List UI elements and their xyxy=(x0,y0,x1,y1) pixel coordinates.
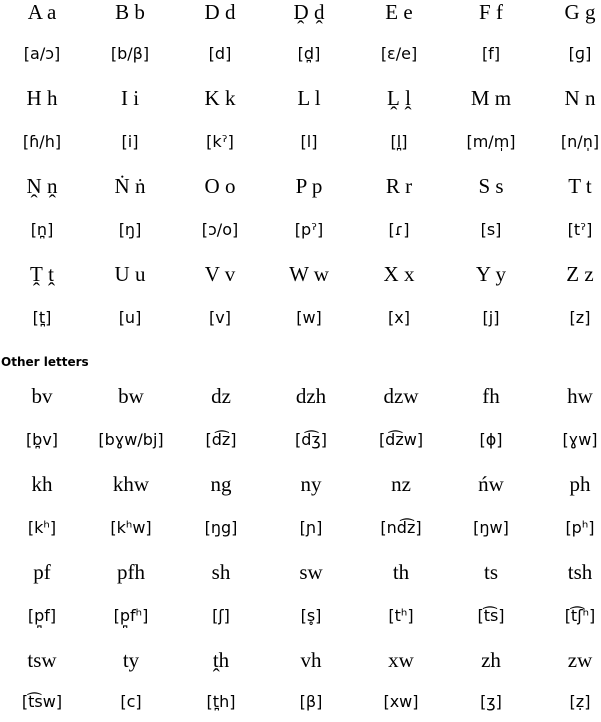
letter-row xyxy=(0,560,601,590)
ipa-cell: [s̥] xyxy=(300,606,322,625)
ipa-cell: [pʰ] xyxy=(565,518,595,537)
ipa-cell: [l̪] xyxy=(390,132,408,151)
letter-cell: Ṅ ṅ xyxy=(114,174,146,198)
ipa-cell: [t͡ʃʰ] xyxy=(564,606,596,625)
ipa-cell: [n̪] xyxy=(30,220,54,239)
letter-cell: zw xyxy=(567,648,593,672)
ipa-cell: [d] xyxy=(208,44,232,63)
letter-cell: khw xyxy=(112,472,150,496)
letter-cell: X x xyxy=(383,262,415,286)
letter-row xyxy=(0,262,601,292)
ipa-cell: [p̪f] xyxy=(27,606,57,625)
ipa-row xyxy=(0,44,601,74)
ipa-cell: [t͡sw] xyxy=(21,692,63,711)
ipa-cell: [ɔ/o] xyxy=(201,220,239,239)
ipa-cell: [a/ɔ] xyxy=(23,44,61,63)
ipa-cell: [m/m̩] xyxy=(466,132,516,151)
letter-cell: zh xyxy=(481,648,501,672)
ipa-cell: [ʃ] xyxy=(212,606,230,625)
letter-cell: fh xyxy=(482,384,500,408)
ipa-cell: [b̪v] xyxy=(25,430,59,449)
letter-cell: H h xyxy=(26,86,58,110)
letter-cell: th xyxy=(392,560,410,584)
ipa-cell: [j] xyxy=(482,308,500,327)
ipa-row xyxy=(0,220,601,250)
ipa-cell: [x] xyxy=(388,308,410,327)
letter-cell: Ḽ ḽ xyxy=(387,86,411,110)
ipa-row xyxy=(0,132,601,162)
letter-cell: nz xyxy=(391,472,411,496)
ipa-cell: [ɡ] xyxy=(568,44,592,63)
ipa-cell: [w] xyxy=(296,308,322,327)
letter-cell: V v xyxy=(204,262,236,286)
ipa-cell: [kʰ] xyxy=(27,518,57,537)
letter-cell: A a xyxy=(27,0,57,24)
ipa-cell: [p̪fʰ] xyxy=(113,606,149,625)
letter-cell: xw xyxy=(388,648,414,672)
letter-cell: ny xyxy=(300,472,322,496)
letter-cell: F f xyxy=(479,0,503,24)
ipa-cell: [d͡zw] xyxy=(378,430,424,449)
letter-cell: ts xyxy=(483,560,498,584)
ipa-cell: [ŋg] xyxy=(204,518,238,537)
letter-cell: tsw xyxy=(27,648,57,672)
ipa-cell: [bɣw/bj] xyxy=(98,430,164,449)
letter-cell: sh xyxy=(211,560,231,584)
letter-cell: kh xyxy=(31,472,53,496)
ipa-cell: [ŋw] xyxy=(473,518,509,537)
letter-cell: bw xyxy=(118,384,144,408)
ipa-row xyxy=(0,308,601,338)
ipa-cell: [ɛ/e] xyxy=(380,44,418,63)
ipa-cell: [b/β] xyxy=(110,44,150,63)
ipa-cell: [d͡z] xyxy=(205,430,237,449)
letter-row xyxy=(0,0,601,30)
letter-cell: dzw xyxy=(383,384,419,408)
letter-cell: tsh xyxy=(567,560,593,584)
ipa-cell: [ɣw] xyxy=(562,430,598,449)
letter-cell: K k xyxy=(204,86,236,110)
ipa-row xyxy=(0,606,601,636)
ipa-row xyxy=(0,518,601,548)
ipa-cell: [ɸ] xyxy=(479,430,503,449)
letter-cell: D d xyxy=(204,0,236,24)
letter-row xyxy=(0,648,601,678)
ipa-cell: [kˀ] xyxy=(206,132,234,151)
letter-cell: U u xyxy=(114,262,146,286)
letter-cell: bv xyxy=(31,384,53,408)
letter-cell: N n xyxy=(564,86,596,110)
letter-cell: P p xyxy=(295,174,323,198)
letter-cell: M m xyxy=(470,86,512,110)
ipa-cell: [u] xyxy=(118,308,142,327)
letter-cell: T t xyxy=(568,174,592,198)
letter-row xyxy=(0,472,601,502)
letter-cell: pf xyxy=(33,560,51,584)
ipa-cell: [z] xyxy=(569,308,591,327)
letter-cell: L l xyxy=(297,86,321,110)
ipa-cell: [s] xyxy=(480,220,502,239)
other-letters-heading: Other letters xyxy=(1,355,89,369)
letter-cell: ng xyxy=(210,472,232,496)
ipa-cell: [n/n̩] xyxy=(560,132,600,151)
letter-cell: dz xyxy=(211,384,231,408)
ipa-cell: [kʰw] xyxy=(110,518,152,537)
letter-cell: ty xyxy=(122,648,140,672)
ipa-cell: [ʒ] xyxy=(480,692,502,711)
letter-cell: dzh xyxy=(295,384,327,408)
ipa-cell: [t̪] xyxy=(32,308,52,327)
ipa-cell: [tʰ] xyxy=(388,606,414,625)
letter-cell: E e xyxy=(385,0,413,24)
letter-cell: W w xyxy=(289,262,329,286)
letter-cell: Ṋ ṋ xyxy=(26,174,58,198)
ipa-cell: [nd͡z] xyxy=(380,518,422,537)
letter-cell: B b xyxy=(115,0,145,24)
ipa-cell: [ɲ] xyxy=(299,518,323,537)
ipa-cell: [β] xyxy=(299,692,323,711)
ipa-cell: [pˀ] xyxy=(294,220,324,239)
letter-cell: sw xyxy=(299,560,323,584)
letter-cell: ṱh xyxy=(212,648,230,672)
letter-cell: ph xyxy=(569,472,591,496)
ipa-cell: [l] xyxy=(300,132,318,151)
ipa-cell: [d͡ʒ] xyxy=(295,430,327,449)
ipa-cell: [v] xyxy=(209,308,231,327)
letter-cell: hw xyxy=(567,384,593,408)
letter-cell: ńw xyxy=(478,472,504,496)
letter-cell: G g xyxy=(564,0,596,24)
letter-cell: pfh xyxy=(117,560,145,584)
ipa-cell: [ŋ] xyxy=(118,220,142,239)
ipa-cell: [ɦ/h] xyxy=(22,132,62,151)
letter-cell: I i xyxy=(120,86,140,110)
ipa-cell: [f] xyxy=(481,44,501,63)
ipa-cell: [c] xyxy=(120,692,142,711)
letter-cell: Z z xyxy=(566,262,594,286)
letter-cell: O o xyxy=(204,174,236,198)
ipa-cell: [tˀ] xyxy=(567,220,593,239)
letter-row xyxy=(0,86,601,116)
ipa-cell: [t̪h] xyxy=(206,692,236,711)
ipa-row xyxy=(0,692,601,722)
ipa-cell: [xw] xyxy=(383,692,419,711)
ipa-cell: [i] xyxy=(121,132,139,151)
letter-cell: Ḓ ḓ xyxy=(293,0,325,24)
letter-cell: Y y xyxy=(475,262,507,286)
ipa-cell: [ẓ] xyxy=(569,692,591,711)
letter-row xyxy=(0,174,601,204)
ipa-cell: [ɾ] xyxy=(388,220,410,239)
ipa-cell: [d̪] xyxy=(297,44,321,63)
ipa-row xyxy=(0,430,601,460)
letter-cell: S s xyxy=(478,174,504,198)
letter-cell: Ṱ ṱ xyxy=(30,262,54,286)
letter-cell: vh xyxy=(300,648,322,672)
letter-cell: R r xyxy=(385,174,413,198)
ipa-cell: [t͡s] xyxy=(477,606,505,625)
letter-row xyxy=(0,384,601,414)
